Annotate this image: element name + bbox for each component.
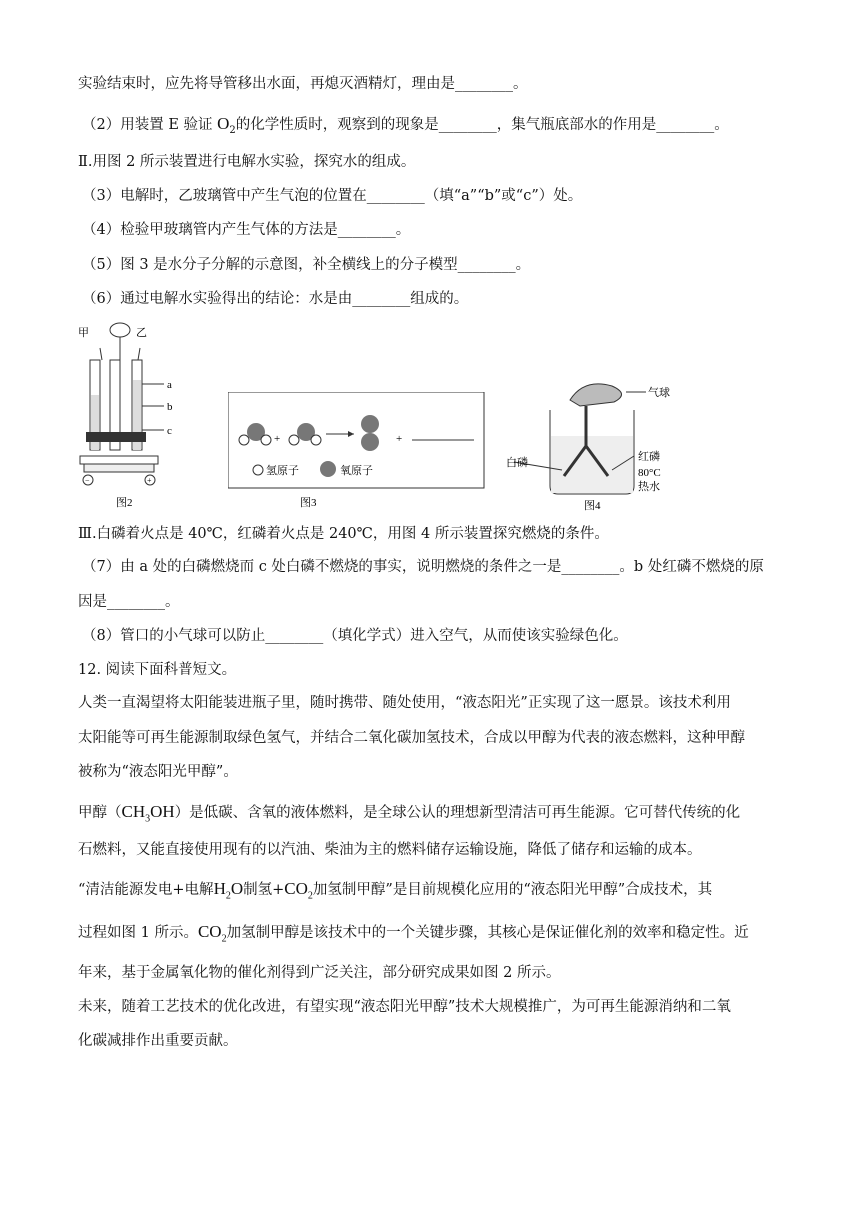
svg-text:+: +	[396, 433, 403, 445]
svg-text:−: −	[85, 476, 90, 485]
figure-3-molecules	[228, 392, 488, 510]
label-c: c	[167, 425, 172, 437]
question-3: （3）电解时，乙玻璃管中产生气泡的位置在________（填“a”“b”或“c”）处。	[82, 188, 583, 204]
label-a: a	[167, 379, 172, 391]
svg-text:+: +	[147, 476, 152, 485]
formula-o2: O	[217, 114, 230, 133]
question-2: （2）用装置 E 验证 $O_2$的化学性质时，观察到的现象是________，集气瓶底部水的作用是________。	[82, 114, 729, 136]
paragraph-line: 甲醇$(CH_3OH)$是低碳、含氧的液体燃料，是全球公认的理想新型清洁可再生能源。它可替代传统的化	[78, 802, 741, 825]
figure-4-combustion	[506, 376, 696, 512]
figure-caption: 图4	[584, 500, 601, 512]
paragraph-line: 被称为“液态阳光甲醇”。	[78, 764, 238, 780]
question-5: （5）图 3 是水分子分解的示意图，补全横线上的分子模型________。	[82, 257, 531, 273]
label-b: b	[167, 401, 173, 413]
figure-2-electrolysis	[76, 320, 176, 510]
section-heading: Ⅱ.用图 2 所示装置进行电解水实验，探究水的组成。	[78, 154, 416, 170]
label-yi: 乙	[136, 327, 147, 339]
question-12-heading: 12. 阅读下面科普短文。	[78, 662, 237, 678]
paragraph-line: 未来，随着工艺技术的优化改进，有望实现“液态阳光甲醇”技术大规模推广，为可再生能源消纳和二氧	[78, 999, 731, 1015]
formula-co2: $CO_2$	[284, 879, 313, 902]
paragraph-line: 年来，基于金属氧化物的催化剂得到广泛关注，部分研究成果如图 2 所示。	[78, 965, 561, 981]
label-jia: 甲	[78, 327, 89, 339]
paragraph-line: 化碳减排作出重要贡献。	[78, 1033, 238, 1049]
paragraph-line: 人类一直渴望将太阳能装进瓶子里，随时携带、随处使用，“液态阳光”正实现了这一愿景。该技术利用	[78, 695, 731, 711]
legend-hydrogen: 氢原子	[266, 465, 299, 477]
paragraph-line: 石燃料，又能直接使用现有的以汽油、柴油为主的燃料储存运输设施，降低了储存和运输的成本。	[78, 842, 702, 858]
formula-co2: $CO_2$	[197, 922, 227, 945]
label-temperature: 80°C	[638, 467, 661, 479]
question-6: （6）通过电解水实验得出的结论：水是由________组成的。	[82, 291, 469, 307]
section-heading: Ⅲ.白磷着火点是 40℃，红磷着火点是 240℃，用图 4 所示装置探究燃烧的条件。	[78, 526, 609, 542]
label-white-phosphorus: 白磷	[506, 457, 528, 469]
question-8: （8）管口的小气球可以防止________（填化学式）进入空气，从而使该实验绿色化。	[82, 628, 628, 644]
figure-caption: 图2	[116, 497, 133, 509]
paragraph-line: “清洁能源发电+电解$H_2O$制氢$+CO_2$加氢制甲醇”是目前规模化应用的“液态阳光甲醇”合成技术，其	[78, 879, 713, 902]
question-7: （7）由 a 处的白磷燃烧而 c 处白磷不燃烧的事实，说明燃烧的条件之一是________。b 处红磷不燃烧的原	[82, 559, 764, 575]
question-4: （4）检验甲玻璃管内产生气体的方法是________。	[82, 222, 411, 238]
formula-h2o: $H_2O$	[213, 879, 244, 902]
label-red-phosphorus: 红磷	[638, 451, 660, 463]
svg-text:+: +	[274, 433, 281, 445]
formula-ch3oh: $CH_3OH$	[121, 802, 175, 825]
paragraph-line: 过程如图 1 所示。$CO_2$加氢制甲醇是该技术中的一个关键步骤，其核心是保证催化剂的效率和稳定性。近	[78, 922, 749, 945]
text-line: 实验结束时，应先将导管移出水面，再熄灭酒精灯，理由是________。	[78, 76, 528, 92]
figure-caption: 图3	[300, 497, 317, 509]
legend-oxygen: 氧原子	[340, 465, 373, 477]
label-balloon: 气球	[648, 387, 670, 399]
text-line: 因是________。	[78, 594, 180, 610]
label-hot-water: 热水	[638, 481, 660, 493]
paragraph-line: 太阳能等可再生能源制取绿色氢气，并结合二氧化碳加氢技术，合成以甲醇为代表的液态燃料，这种甲醇	[78, 730, 745, 746]
